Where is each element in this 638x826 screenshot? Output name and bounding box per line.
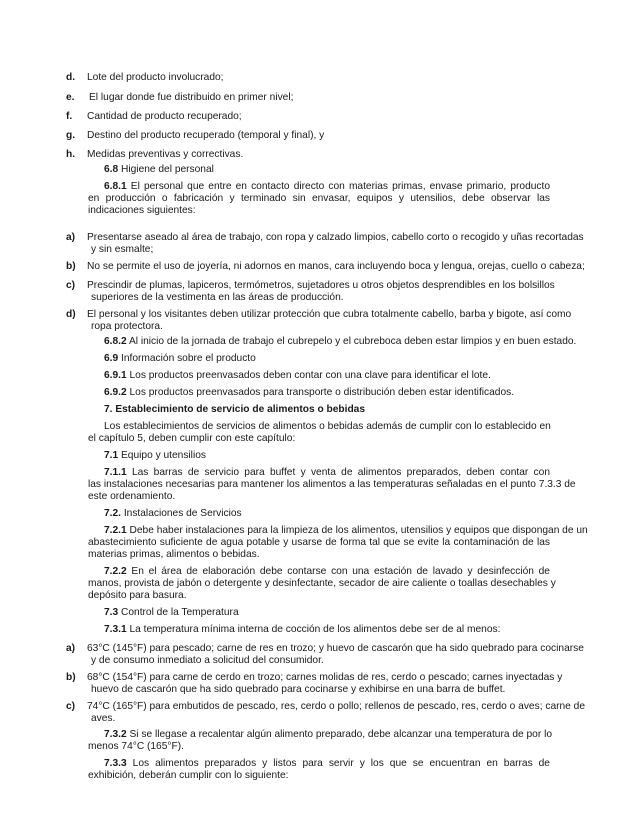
paragraph-7-2-1-line: abastecimiento suficiente de agua potable y usarse de forma tal que se evite la contaminación de las [88, 537, 550, 548]
list-item-line: No se permite el uso de joyería, ni adornos en manos, cara incluyendo boca y lengua, orejas, cuello o cabeza; [87, 261, 585, 272]
list-item-line: aves. [91, 713, 116, 724]
list-item-line: Prescindir de plumas, lapiceros, termómetros, sujetadores u otros objetos desprendibles en los bolsillos [87, 280, 555, 291]
section-heading-6-9: 6.9 Información sobre el producto [104, 353, 256, 364]
list-letter: g. [66, 130, 76, 141]
section-heading-7-1: 7.1 Equipo y utensilios [104, 450, 206, 461]
list-item-line: huevo de cascarón que ha sido quebrado para cocinarse y exhibirse en una barra de buffet. [91, 684, 506, 695]
paragraph-7-3-3-line: 7.3.3 Los alimentos preparados y listos para servir y los que se encuentran en barras de [104, 758, 550, 769]
chapter-heading-7: 7. Establecimiento de servicio de alimentos o bebidas [104, 404, 365, 415]
list-letter: f. [66, 111, 73, 122]
list-item-line: ropa protectora. [91, 321, 163, 332]
section-heading-6-8: 6.8 Higiene del personal [104, 164, 214, 175]
paragraph-6-8-2: 6.8.2 Al inicio de la jornada de trabajo el cubrepelo y el cubreboca deben estar limpios y en buen estado. [104, 336, 577, 347]
paragraph-7-2-2-line: manos, provista de jabón o detergente y desinfectante, secador de aire caliente o toallas desechables y [88, 578, 556, 589]
paragraph-7-2-1-line: materias primas, alimentos o bebidas. [88, 549, 260, 560]
list-item-line: 74°C (165°F) para embutidos de pescado, res, cerdo o pollo; rellenos de pescado, res, cerdo o aves; carne de [87, 701, 585, 712]
paragraph-7-1-1-line: 7.1.1 Las barras de servicio para buffet y venta de alimentos preparados, deben contar con [104, 467, 550, 478]
section-heading-7-2: 7.2. Instalaciones de Servicios [104, 508, 242, 519]
paragraph-7-3-1: 7.3.1 La temperatura mínima interna de cocción de los alimentos debe ser de al menos: [104, 624, 501, 635]
list-item: El lugar donde fue distribuido en primer nivel; [89, 92, 294, 103]
list-item: Cantidad de producto recuperado; [87, 111, 242, 122]
list-item: Destino del producto recuperado (temporal y final), y [87, 130, 325, 141]
list-letter: h. [66, 149, 76, 160]
paragraph-6-8-1-line: 6.8.1 El personal que entre en contacto directo con materias primas, envase primario, producto [104, 181, 550, 192]
paragraph-7-3-2-line: menos 74°C (165°F). [88, 741, 184, 752]
list-letter: c) [66, 280, 76, 291]
paragraph-7-2-2-line: depósito para basura. [88, 590, 187, 601]
list-item-line: superiores de la vestimenta en las áreas de producción. [91, 292, 344, 303]
paragraph-7-intro-line: el capítulo 5, deben cumplir con este capítulo: [88, 433, 296, 444]
paragraph-7-1-1-line: las instalaciones necesarias para mantener los alimentos a las temperaturas señaladas en el punto 7.3.3 de [88, 479, 576, 490]
paragraph-7-2-2-line: 7.2.2 En el área de elaboración debe contarse con una estación de lavado y desinfección de [104, 566, 550, 577]
list-letter: e. [66, 92, 75, 103]
list-letter: d) [66, 309, 76, 320]
paragraph-6-8-1-line: en producción o fabricación y terminado sin envasar, equipos y utensilios, debe observar las [88, 193, 550, 204]
list-letter: c) [66, 701, 76, 712]
paragraph-7-intro-line: Los establecimientos de servicios de alimentos o bebidas además de cumplir con lo establecido en [104, 421, 551, 432]
paragraph-6-9-1: 6.9.1 Los productos preenvasados deben contar con una clave para identificar el lote. [104, 370, 491, 381]
list-item-line: Presentarse aseado al área de trabajo, con ropa y calzado limpios, cabello corto o recogido y uñas recortadas [87, 232, 584, 243]
paragraph-7-3-3-line: exhibición, deberán cumplir con lo siguiente: [88, 770, 289, 781]
list-letter: b) [66, 261, 76, 272]
list-item-line: 63°C (145°F) para pescado; carne de res en trozo; y huevo de cascarón que ha sido quebrado para cocinarse [87, 643, 584, 654]
list-item-line: El personal y los visitantes deben utilizar protección que cubra totalmente cabello, barba y bigote, así como [87, 309, 572, 320]
list-item-line: y de consumo inmediato a solicitud del consumidor. [91, 655, 324, 666]
list-item-line: y sin esmalte; [91, 244, 154, 255]
paragraph-7-1-1-line: este ordenamiento. [88, 491, 176, 502]
list-item-line: 68°C (154°F) para carne de cerdo en trozo; carnes molidas de res, cerdo o pescado; carnes inyectadas y [87, 672, 563, 683]
list-letter: a) [66, 643, 76, 654]
paragraph-7-2-1-line: 7.2.1 Debe haber instalaciones para la limpieza de los alimentos, utensilios y equipos que dispongan de un [104, 525, 588, 536]
paragraph-6-8-1-line: indicaciones siguientes: [88, 205, 196, 216]
list-item: Lote del producto involucrado; [87, 72, 224, 83]
list-letter: d. [66, 72, 76, 83]
list-item: Medidas preventivas y correctivas. [87, 149, 244, 160]
paragraph-7-3-2-line: 7.3.2 Si se llegase a recalentar algún alimento preparado, debe alcanzar una temperatura de por lo [104, 729, 552, 740]
list-letter: b) [66, 672, 76, 683]
section-heading-7-3: 7.3 Control de la Temperatura [104, 607, 239, 618]
paragraph-6-9-2: 6.9.2 Los productos preenvasados para transporte o distribución deben estar identificados. [104, 387, 515, 398]
list-letter: a) [66, 232, 76, 243]
